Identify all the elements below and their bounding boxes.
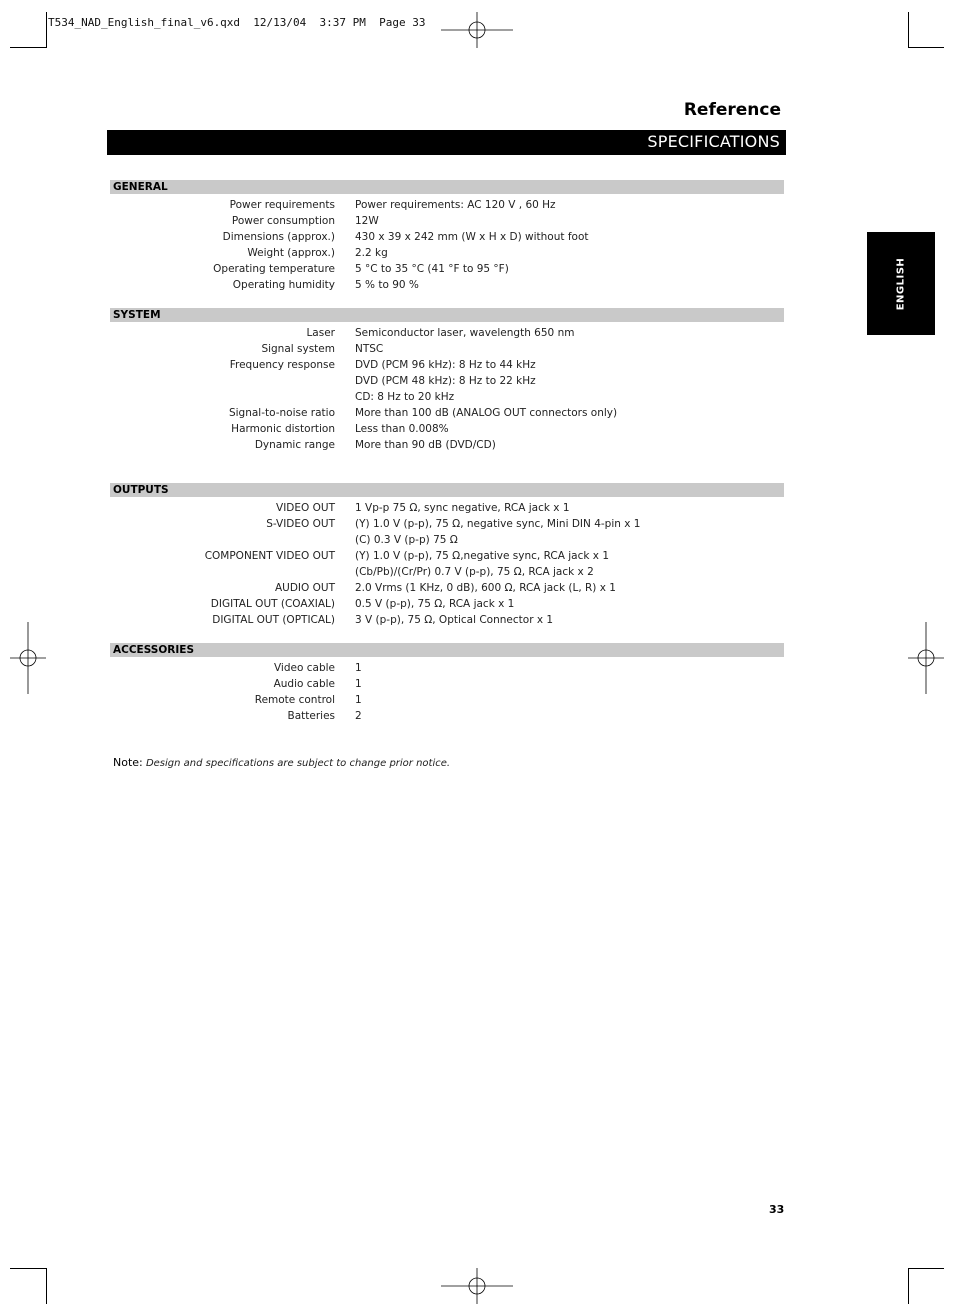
- spec-row: [110, 532, 784, 548]
- spec-value: More than 100 dB (ANALOG OUT connectors only): [355, 407, 618, 419]
- spec-value: 1: [355, 678, 362, 690]
- spec-value: (Y) 1.0 V (p-p), 75 Ω,negative sync, RCA jack x 1: [355, 550, 609, 562]
- registration-mark-right: [908, 622, 944, 694]
- spec-row: [110, 341, 784, 357]
- spec-section-general: [110, 180, 784, 293]
- spec-value: 2: [355, 710, 362, 722]
- crop-mark-bl-h: [10, 1268, 46, 1269]
- page-number: 33: [769, 1203, 785, 1216]
- spec-section-outputs: [110, 483, 784, 628]
- section-heading: SYSTEM: [110, 308, 784, 322]
- crop-mark-tl-h: [10, 47, 46, 48]
- spec-row: [110, 548, 784, 564]
- spec-label: AUDIO OUT: [274, 582, 335, 594]
- registration-mark-left: [10, 622, 46, 694]
- spec-row: [110, 197, 784, 213]
- spec-label: COMPONENT VIDEO OUT: [204, 550, 335, 562]
- crop-mark-tl-v: [46, 12, 47, 48]
- footnote: [113, 756, 450, 769]
- spec-label: DIGITAL OUT (OPTICAL): [212, 614, 335, 626]
- spec-value: 3 V (p-p), 75 Ω, Optical Connector x 1: [355, 614, 554, 626]
- spec-section-accessories: [110, 643, 784, 724]
- spec-row: [110, 325, 784, 341]
- spec-value: 2.0 Vrms (1 KHz, 0 dB), 600 Ω, RCA jack (L, R) x 1: [355, 582, 616, 594]
- spec-row: [110, 389, 784, 405]
- spec-value: (Cb/Pb)/(Cr/Pr) 0.7 V (p-p), 75 Ω, RCA jack x 2: [355, 566, 594, 578]
- spec-row: [110, 373, 784, 389]
- print-slug: T534_NAD_English_final_v6.qxd 12/13/04 3:37 PM Page 33: [48, 16, 426, 29]
- spec-value: 1: [355, 694, 362, 706]
- spec-row: [110, 500, 784, 516]
- registration-mark-bottom: [441, 1268, 513, 1304]
- spec-row: [110, 277, 784, 293]
- section-heading: ACCESSORIES: [110, 643, 784, 657]
- page-title: Reference: [683, 100, 781, 120]
- spec-label: Batteries: [287, 710, 335, 722]
- language-tab: [867, 232, 935, 335]
- spec-label: Remote control: [254, 694, 335, 706]
- spec-value: 12W: [355, 215, 379, 227]
- spec-row: [110, 612, 784, 628]
- spec-value: 1 Vp-p 75 Ω, sync negative, RCA jack x 1: [355, 502, 570, 514]
- spec-value: DVD (PCM 48 kHz): 8 Hz to 22 kHz: [355, 375, 536, 387]
- spec-row: [110, 676, 784, 692]
- spec-value: 0.5 V (p-p), 75 Ω, RCA jack x 1: [355, 598, 515, 610]
- spec-row: [110, 708, 784, 724]
- spec-value: 5 °C to 35 °C (41 °F to 95 °F): [355, 263, 509, 275]
- section-banner: [107, 130, 786, 155]
- spec-row: [110, 405, 784, 421]
- spec-value: More than 90 dB (DVD/CD): [355, 439, 496, 451]
- spec-row: [110, 357, 784, 373]
- section-banner-title: SPECIFICATIONS: [647, 132, 780, 151]
- spec-row: [110, 421, 784, 437]
- spec-row: [110, 516, 784, 532]
- footnote-text: Design and specifications are subject to change prior notice.: [145, 758, 451, 769]
- crop-mark-bl-v: [46, 1268, 47, 1304]
- spec-label: Dimensions (approx.): [222, 231, 335, 243]
- spec-row: [110, 437, 784, 453]
- spec-label: Weight (approx.): [247, 247, 335, 259]
- spec-label: Audio cable: [273, 678, 335, 690]
- spec-label: DIGITAL OUT (COAXIAL): [210, 598, 335, 610]
- spec-row: [110, 596, 784, 612]
- spec-label: Power consumption: [231, 215, 335, 227]
- spec-label: Harmonic distortion: [231, 423, 335, 435]
- spec-row: [110, 660, 784, 676]
- spec-value: DVD (PCM 96 kHz): 8 Hz to 44 kHz: [355, 359, 536, 371]
- spec-section-system: [110, 308, 784, 453]
- language-tab-label: ENGLISH: [895, 257, 907, 310]
- spec-value: 430 x 39 x 242 mm (W x H x D) without foot: [355, 231, 589, 243]
- crop-mark-tr-h: [908, 47, 944, 48]
- spec-value: Power requirements: AC 120 V , 60 Hz: [355, 199, 556, 211]
- spec-label: Frequency response: [229, 359, 335, 371]
- spec-label: Dynamic range: [254, 439, 335, 451]
- spec-row: [110, 564, 784, 580]
- section-heading: OUTPUTS: [110, 483, 784, 497]
- spec-label: VIDEO OUT: [276, 502, 335, 514]
- crop-mark-tr-v: [908, 12, 909, 48]
- registration-mark-top: [441, 12, 513, 48]
- spec-row: [110, 261, 784, 277]
- spec-value: (Y) 1.0 V (p-p), 75 Ω, negative sync, Mini DIN 4-pin x 1: [355, 518, 641, 530]
- spec-value: NTSC: [355, 343, 384, 355]
- spec-label: Video cable: [273, 662, 335, 674]
- spec-row: [110, 580, 784, 596]
- spec-value: (C) 0.3 V (p-p) 75 Ω: [355, 534, 458, 546]
- spec-value: 2.2 kg: [355, 247, 388, 259]
- spec-row: [110, 245, 784, 261]
- spec-label: Operating humidity: [232, 279, 335, 291]
- spec-row: [110, 692, 784, 708]
- crop-mark-br-h: [908, 1268, 944, 1269]
- spec-label: Power requirements: [229, 199, 335, 211]
- spec-label: Operating temperature: [213, 263, 335, 275]
- spec-value: CD: 8 Hz to 20 kHz: [355, 391, 455, 403]
- footnote-label: Note:: [113, 756, 143, 769]
- spec-value: Less than 0.008%: [355, 423, 449, 435]
- spec-value: 1: [355, 662, 362, 674]
- spec-label: S-VIDEO OUT: [266, 518, 335, 530]
- spec-label: Signal system: [261, 343, 335, 355]
- spec-value: 5 % to 90 %: [355, 279, 419, 291]
- section-heading: GENERAL: [110, 180, 784, 194]
- spec-label: Laser: [306, 327, 335, 339]
- spec-row: [110, 229, 784, 245]
- spec-label: Signal-to-noise ratio: [228, 407, 335, 419]
- spec-value: Semiconductor laser, wavelength 650 nm: [355, 327, 575, 339]
- crop-mark-br-v: [908, 1268, 909, 1304]
- spec-row: [110, 213, 784, 229]
